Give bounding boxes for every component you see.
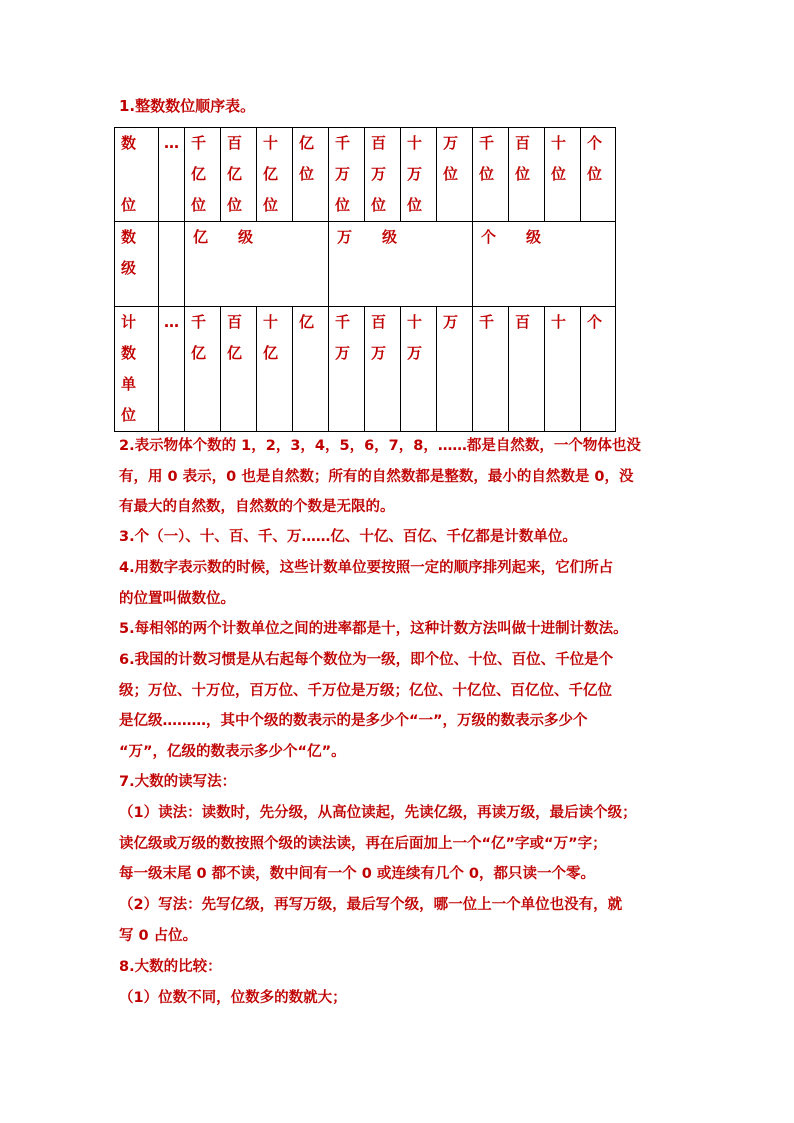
paragraph-writing-rule: （2）写法：先写亿级，再写万级，最后写个级，哪一位上一个单位也没有，就 写 0 占位。 [119,897,623,944]
unit-cell: 十 [545,307,581,432]
place-cell: 十 万 位 [401,128,437,222]
place-cell: 万 位 [437,128,473,222]
place-value-table [114,127,616,432]
place-cell: 百 亿 位 [221,128,257,222]
unit-cell: 百 亿 [221,307,257,432]
section-heading: 1.整数数位顺序表。 [119,97,256,115]
paragraph-read-write-title: 7.大数的读写法： [119,774,237,790]
unit-cell: 万 [437,307,473,432]
group-row [115,222,616,307]
counting-unit-row [115,307,616,432]
paragraph-comparison-rule: （1）位数不同，位数多的数就大； [119,990,347,1006]
place-cell: 千 亿 位 [185,128,221,222]
paragraph-grouping: 6.我国的计数习惯是从右起每个数位为一级，即个位、十位、百位、千位是个 级；万位、十万位，百万位、千万位是万级；亿位、十亿位、百亿位、千亿位 是亿级………，其中个级的数表示的是多少个“一”，万级的数表示多少个 “万”，亿级的数表示多少个“亿”。 [119,652,614,760]
paragraph-digit-places: 4.用数字表示数的时候，这些计数单位要按照一定的顺序排列起来，它们所占 的位置叫做数位。 [119,560,614,607]
unit-cell: 千 亿 [185,307,221,432]
group-wan: 万 级 [329,222,473,307]
paragraph-decimal-system: 5.每相邻的两个计数单位之间的进率都是十，这种计数方法叫做十进制计数法。 [119,621,628,637]
group-yi: 亿 级 [185,222,329,307]
place-cell: 百 万 位 [365,128,401,222]
digit-place-row [115,128,616,222]
group-ge: 个 级 [473,222,616,307]
unit-cell: 亿 [293,307,329,432]
ellipsis-cell: … [159,128,185,222]
unit-cell: 千 万 [329,307,365,432]
unit-cell: 十 亿 [257,307,293,432]
row-label-digit-place: 数 位 [115,128,159,222]
unit-cell: 个 [581,307,616,432]
unit-cell: 百 [509,307,545,432]
place-cell: 十 位 [545,128,581,222]
paragraph-natural-numbers: 2.表示物体个数的 1，2，3，4，5，6，7，8，……都是自然数，一个物体也没 有，用 0 表示，0 也是自然数；所有的自然数都是整数，最小的自然数是 0，没 有最大的自然数，自然数的个数是无限的。 [119,438,641,516]
place-cell: 千 位 [473,128,509,222]
place-cell: 百 位 [509,128,545,222]
place-cell: 十 亿 位 [257,128,293,222]
row-label-counting-unit: 计 数 单 位 [115,307,159,432]
row-label-group: 数 级 [115,222,159,307]
unit-cell: 百 万 [365,307,401,432]
unit-cell: 十 万 [401,307,437,432]
ellipsis-cell [159,222,185,307]
unit-cell: 千 [473,307,509,432]
ellipsis-cell: … [159,307,185,432]
place-cell: 千 万 位 [329,128,365,222]
paragraph-counting-units: 3.个（一）、十、百、千、万……亿、十亿、百亿、千亿都是计数单位。 [119,529,577,545]
paragraph-reading-rule: （1）读法：读数时，先分级，从高位读起，先读亿级，再读万级，最后读个级； 读亿级或万级的数按照个级的读法读，再在后面加上一个“亿”字或“万”字； 每一级末尾 0 都不读，数中间有一个 0 或连续有几个 0，都只读一个零。 [119,805,637,883]
paragraph-comparison-title: 8.大数的比较： [119,959,222,975]
place-cell: 个 位 [581,128,616,222]
place-cell: 亿 位 [293,128,329,222]
